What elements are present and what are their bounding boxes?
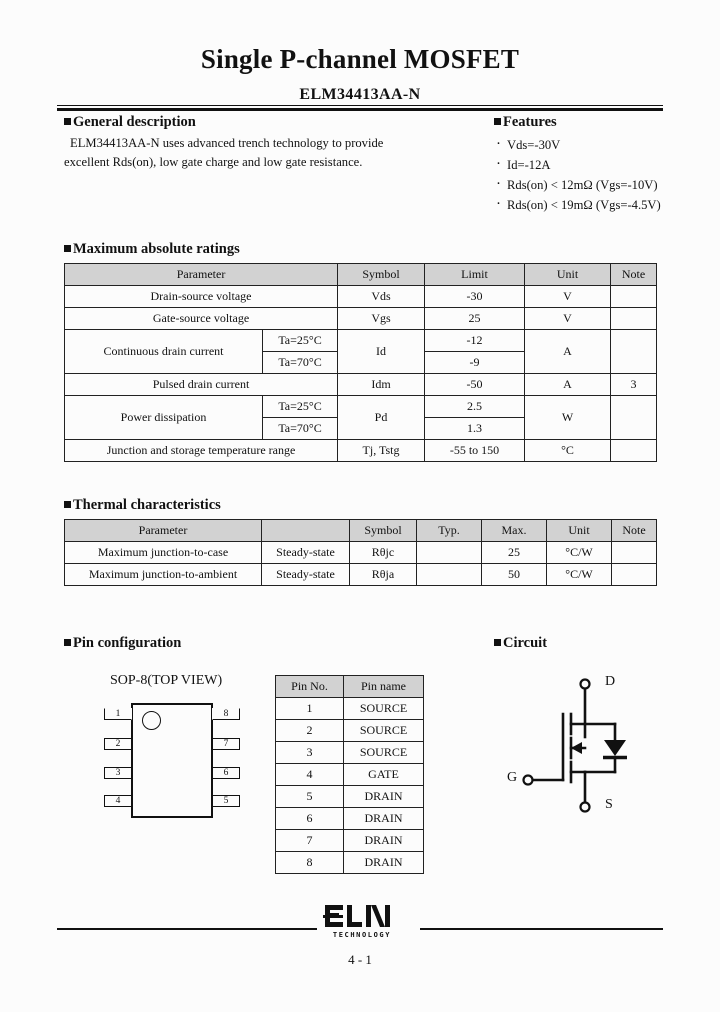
cell-condition: Ta=25°C xyxy=(263,330,338,352)
cell-unit: V xyxy=(525,286,611,308)
column-header-pin-name: Pin name xyxy=(344,676,424,698)
column-header-unit: Unit xyxy=(525,264,611,286)
table-row xyxy=(65,286,657,308)
logo-tagline: TECHNOLOGY xyxy=(332,931,392,939)
cell-parameter: Junction and storage temperature range xyxy=(65,440,338,462)
cell-limit: 25 xyxy=(425,308,525,330)
section-heading-maximum-absolute-ratings xyxy=(64,241,240,258)
cell-limit: -12 xyxy=(425,330,525,352)
cell-condition: Ta=25°C xyxy=(263,396,338,418)
cell-note: 3 xyxy=(611,374,657,396)
table-row xyxy=(65,374,657,396)
pin-assignment-table xyxy=(275,675,424,874)
header-rule-thick xyxy=(57,108,663,111)
table-header-row xyxy=(65,520,657,542)
cell-pin-name: SOURCE xyxy=(344,742,424,764)
cell-unit: V xyxy=(525,308,611,330)
section-heading-thermal-characteristics xyxy=(64,497,221,514)
bullet-square-icon xyxy=(494,639,501,646)
page-title: Single P-channel MOSFET xyxy=(200,44,520,74)
cell-symbol: Rθjc xyxy=(350,542,417,564)
table-row xyxy=(276,742,424,764)
body-diode-icon xyxy=(604,740,626,756)
cell-limit: 1.3 xyxy=(425,418,525,440)
cell-limit: 2.5 xyxy=(425,396,525,418)
table-row xyxy=(276,764,424,786)
package-pin-lead-7: 7 xyxy=(212,738,240,750)
company-logo xyxy=(322,903,402,943)
cell-pin-no: 4 xyxy=(276,764,344,786)
column-header-note: Note xyxy=(612,520,657,542)
table-row xyxy=(65,542,657,564)
footer-rule-right xyxy=(420,928,663,930)
header-rule-thin xyxy=(57,105,663,106)
package-pin-lead-5: 5 xyxy=(212,795,240,807)
package-label: SOP-8(TOP VIEW) xyxy=(110,673,223,688)
cell-pin-no: 8 xyxy=(276,852,344,874)
table-row xyxy=(65,396,657,418)
column-header-symbol: Symbol xyxy=(338,264,425,286)
cell-pin-name: SOURCE xyxy=(344,698,424,720)
terminal-label-drain: D xyxy=(605,674,616,689)
cell-parameter: Drain-source voltage xyxy=(65,286,338,308)
cell-unit: A xyxy=(525,330,611,374)
package-pin-lead-8: 8 xyxy=(212,708,240,720)
feature-item: · Id=-12A xyxy=(494,155,694,175)
cell-symbol: Vds xyxy=(338,286,425,308)
cell-note xyxy=(611,396,657,440)
package-pin-lead-2: 2 xyxy=(104,738,132,750)
table-row xyxy=(65,308,657,330)
cell-unit: °C/W xyxy=(547,542,612,564)
cell-parameter: Maximum junction-to-case xyxy=(65,542,262,564)
section-heading-circuit xyxy=(494,635,547,652)
table-row xyxy=(276,786,424,808)
pin-one-marker-icon xyxy=(142,711,161,730)
table-row xyxy=(65,330,657,352)
cell-condition: Ta=70°C xyxy=(263,352,338,374)
cell-limit: -30 xyxy=(425,286,525,308)
cell-parameter: Gate-source voltage xyxy=(65,308,338,330)
cell-symbol: Tj, Tstg xyxy=(338,440,425,462)
feature-item: · Rds(on) < 19mΩ (Vgs=-4.5V) xyxy=(494,195,694,215)
section-heading-pin-configuration xyxy=(64,635,181,652)
table-row xyxy=(65,440,657,462)
cell-typ xyxy=(417,564,482,586)
package-pin-lead-3: 3 xyxy=(104,767,132,779)
section-heading-features xyxy=(494,114,557,131)
cell-max: 25 xyxy=(482,542,547,564)
column-header-typ: Typ. xyxy=(417,520,482,542)
package-pin-lead-6: 6 xyxy=(212,767,240,779)
feature-item: · Rds(on) < 12mΩ (Vgs=-10V) xyxy=(494,175,694,195)
maximum-absolute-ratings-table xyxy=(64,263,657,462)
thermal-characteristics-heading-label: Thermal characteristics xyxy=(73,497,221,513)
cell-unit: °C xyxy=(525,440,611,462)
cell-pin-name: DRAIN xyxy=(344,830,424,852)
terminal-label-source: S xyxy=(605,797,613,812)
column-header-limit: Limit xyxy=(425,264,525,286)
maximum-absolute-ratings-heading-label: Maximum absolute ratings xyxy=(73,241,240,257)
table-row xyxy=(65,564,657,586)
general-description-heading-label: General description xyxy=(73,114,196,130)
bullet-square-icon xyxy=(64,639,71,646)
cell-pin-no: 6 xyxy=(276,808,344,830)
cell-max: 50 xyxy=(482,564,547,586)
bullet-square-icon xyxy=(64,118,71,125)
cell-condition: Steady-state xyxy=(262,542,350,564)
table-row xyxy=(276,698,424,720)
cell-pin-no: 5 xyxy=(276,786,344,808)
cell-pin-name: DRAIN xyxy=(344,786,424,808)
cell-note xyxy=(611,286,657,308)
cell-pin-name: DRAIN xyxy=(344,808,424,830)
cell-note xyxy=(611,330,657,374)
column-header-note: Note xyxy=(611,264,657,286)
column-header-max: Max. xyxy=(482,520,547,542)
column-header-parameter: Parameter xyxy=(65,520,262,542)
bulk-arrow-icon xyxy=(571,742,582,754)
cell-pin-no: 7 xyxy=(276,830,344,852)
package-pin-lead-1: 1 xyxy=(104,708,132,720)
cell-typ xyxy=(417,542,482,564)
cell-condition: Ta=70°C xyxy=(263,418,338,440)
cell-unit: A xyxy=(525,374,611,396)
table-row xyxy=(276,852,424,874)
page-number: 4 - 1 xyxy=(348,952,372,967)
cell-parameter: Maximum junction-to-ambient xyxy=(65,564,262,586)
package-pin-lead-4: 4 xyxy=(104,795,132,807)
cell-parameter: Pulsed drain current xyxy=(65,374,338,396)
footer-rule-left xyxy=(57,928,317,930)
cell-parameter: Continuous drain current xyxy=(65,330,263,374)
cell-note xyxy=(611,308,657,330)
cell-note xyxy=(612,542,657,564)
table-row xyxy=(276,720,424,742)
column-header-pin-no: Pin No. xyxy=(276,676,344,698)
bullet-square-icon xyxy=(494,118,501,125)
column-header-condition xyxy=(262,520,350,542)
circuit-heading-label: Circuit xyxy=(503,635,548,651)
cell-unit: W xyxy=(525,396,611,440)
cell-note xyxy=(611,440,657,462)
cell-pin-no: 1 xyxy=(276,698,344,720)
cell-limit: -9 xyxy=(425,352,525,374)
terminal-label-gate: G xyxy=(507,770,518,785)
cell-symbol: Rθja xyxy=(350,564,417,586)
cell-symbol: Vgs xyxy=(338,308,425,330)
column-header-symbol: Symbol xyxy=(350,520,417,542)
pin-configuration-heading-label: Pin configuration xyxy=(73,635,182,651)
package-drawing xyxy=(95,698,255,823)
cell-symbol: Id xyxy=(338,330,425,374)
general-description-body: ELM34413AA-N uses advanced trench technology to provide excellent Rds(on), low gate charge and low gate resistance. xyxy=(64,136,384,169)
cell-pin-no: 3 xyxy=(276,742,344,764)
table-row xyxy=(276,808,424,830)
cell-unit: °C/W xyxy=(547,564,612,586)
table-row xyxy=(276,830,424,852)
cell-symbol: Idm xyxy=(338,374,425,396)
cell-parameter: Power dissipation xyxy=(65,396,263,440)
cell-pin-name: GATE xyxy=(344,764,424,786)
bullet-square-icon xyxy=(64,501,71,508)
elm-logo-icon xyxy=(323,903,401,929)
feature-item: · Vds=-30V xyxy=(494,135,694,155)
mosfet-symbol-icon xyxy=(497,662,672,827)
cell-limit: -55 to 150 xyxy=(425,440,525,462)
bullet-square-icon xyxy=(64,245,71,252)
cell-pin-name: DRAIN xyxy=(344,852,424,874)
column-header-parameter: Parameter xyxy=(65,264,338,286)
thermal-characteristics-table xyxy=(64,519,657,586)
cell-note xyxy=(612,564,657,586)
cell-condition: Steady-state xyxy=(262,564,350,586)
features-list xyxy=(494,135,694,215)
cell-symbol: Pd xyxy=(338,396,425,440)
features-heading-label: Features xyxy=(503,114,557,130)
cell-limit: -50 xyxy=(425,374,525,396)
column-header-unit: Unit xyxy=(547,520,612,542)
section-heading-general-description xyxy=(64,114,196,131)
circuit-diagram xyxy=(497,662,672,827)
cell-pin-no: 2 xyxy=(276,720,344,742)
table-header-row xyxy=(65,264,657,286)
table-header-row xyxy=(276,676,424,698)
cell-pin-name: SOURCE xyxy=(344,720,424,742)
part-number: ELM34413AA-N xyxy=(299,86,421,103)
